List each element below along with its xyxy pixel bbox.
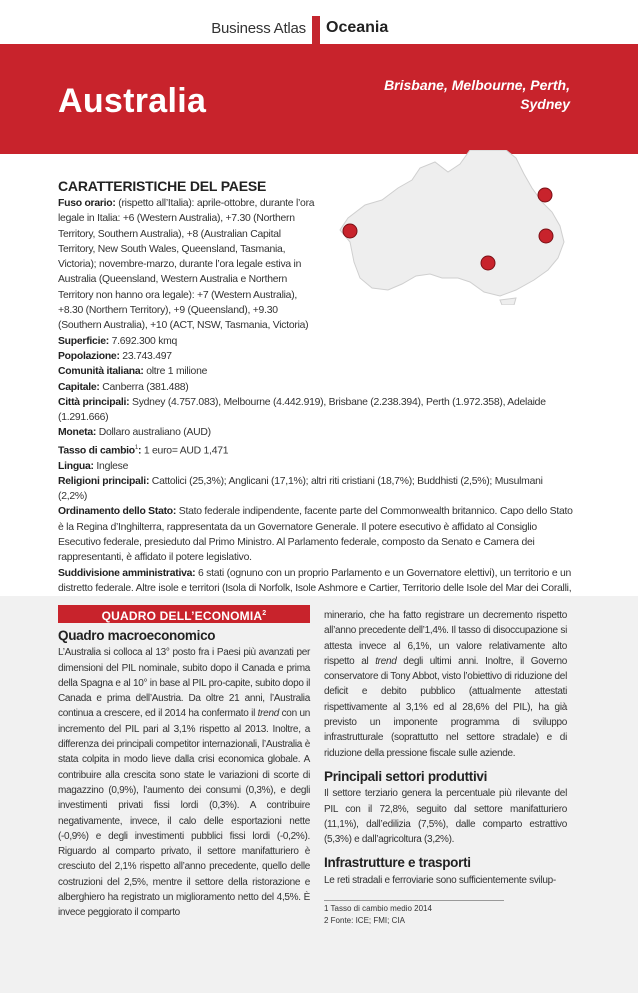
fact-religioni — [58, 474, 573, 505]
fact-value: 1 euro= AUD 1,471 — [141, 445, 229, 457]
country-facts — [58, 196, 573, 611]
header-separator — [312, 16, 320, 44]
text-run: minerario, che ha fatto registrare un decremento rispetto all’anno precedente dell’1,4%. Il tasso di disoccupazione si attesta invece al 6,1%, un valore relativamente alto rispetto al — [324, 610, 567, 667]
fact-label: Moneta: — [58, 427, 97, 439]
fact-colon: : — [138, 445, 142, 457]
fact-label: Città principali: — [58, 396, 130, 408]
fact-label: Suddivisione amministrativa: — [58, 567, 196, 579]
footnote-2: 2 Fonte: ICE; FMI; CIA — [324, 916, 405, 925]
fact-cambio — [58, 441, 573, 459]
fact-value: 6 stati (ognuno con un proprio Parlamento e un Governatore elettivi), un territorio e un distretto federale. Altre isole e territori (Isola di Norfolk, Isole Ashmore e Cartier, Territorio delle Isole del Mar dei Coralli, — [58, 567, 572, 594]
footnotes — [324, 900, 504, 927]
economy-column-left — [58, 628, 310, 921]
fact-lingua — [58, 459, 573, 474]
fact-label: Religioni principali: — [58, 475, 150, 487]
fact-fuso — [58, 196, 318, 334]
macro-heading: Quadro macroeconomico — [58, 628, 216, 643]
fact-superficie — [58, 334, 573, 349]
header-publication: Business Atlas — [211, 20, 306, 37]
text-run: con un incremento del PIL pari al 3,1% rispetto al 2013. Inoltre, a differenza dei principali competitor internazionali, l’Australia è stata colpita in modo lieve dalla crisi economica globale. A contribuire alla crescita sono state le variazioni di scorte di magazzino (0,9%), l’aumento dei consumi (0,3%), e degli investimenti privati fissi lordi (0,3%). A contribuire negativamente, invece, il calo delle esportazioni nette (-0,9%) e degli investimenti pubblici fissi lordi (-0,2%). Riguardo al comparto privato, il settore manifatturiero è cresciuto del 2,1% rispetto all’anno precedente, quello delle costruzioni del 2,5%, mentre il settore della ristorazione e alberghiero ha registrato un miglioramento netto del 4,5%. È invece peggiorato il comparto — [58, 708, 310, 919]
fact-value: Canberra (381.488) — [99, 381, 189, 393]
footnote-1: 1 Tasso di cambio medio 2014 — [324, 904, 432, 913]
section-title: CARATTERISTICHE DEL PAESE — [58, 178, 267, 194]
economy-column-right — [324, 608, 567, 888]
fact-value: Sydney (4.757.083), Melbourne (4.442.919), Brisbane (2.238.394), Perth (1.972.358), Adelaide (1.291.666) — [58, 396, 546, 424]
fact-label: Ordinamento dello Stato: — [58, 506, 177, 518]
fact-popolazione — [58, 349, 573, 364]
infra-heading: Infrastrutture e trasporti — [324, 855, 471, 871]
fact-value: (rispetto all’Italia): aprile-ottobre, durante l’ora legale in Italia: +6 (Western Australia), +7.30 (Northern Territory, Southern Australia), +8 (Australian Capital Territory, New South Wales, Queensland, Tasmania, Victoria); novembre-marzo, durante l’ora legale estiva in Australia (Queensland, Western Australia e Northern Territory non hanno ora legale): +7 (Western Australia), +8.30 (Northern Territory), +9 (Queensland), +9.30 (Southern Australia), +10 (ACT, NSW, Tasmania, Victoria) — [58, 198, 315, 332]
macro-text — [58, 645, 310, 920]
settori-text: Il settore terziario genera la percentuale più rilevante del PIL con il 72,8%, seguito dal settore manifatturiero (11,1%), dall’edilizia (7,5%), dalle comparto estrattivo (5,3%) e dall’agricoltura (3,2%). — [324, 788, 567, 846]
fact-value: oltre 1 milione — [143, 366, 208, 378]
fact-label: Superficie: — [58, 335, 109, 347]
fact-moneta — [58, 425, 573, 440]
text-run: L’Australia si colloca al 13° posto fra i Paesi più avanzati per dimensioni del PIL nominale, subito dopo il Canada e prima della Spagna e al 10° in base al PIL pro-capite, subito dopo il Canada e prima dell’Austria. Da oltre 21 anni, l’Australia continua a crescere, ed il 2014 ha confermato il — [58, 647, 310, 720]
fact-comunita — [58, 364, 573, 379]
fact-label: Fuso orario: — [58, 198, 116, 209]
text-italic: trend — [257, 708, 279, 720]
fact-value: Inglese — [93, 460, 129, 472]
text-italic: trend — [375, 655, 397, 667]
fact-value: Dollaro australiano (AUD) — [96, 427, 211, 439]
settori-heading: Principali settori produttivi — [324, 768, 488, 784]
main-cities — [350, 76, 570, 114]
fact-label: Tasso di cambio — [58, 445, 135, 457]
economy-band — [58, 605, 310, 623]
fact-value: 7.692.300 kmq — [108, 335, 178, 347]
macro-text-continued — [324, 608, 567, 761]
fact-citta — [58, 395, 573, 426]
cities-line-2: Sydney — [520, 96, 570, 112]
fact-label: Popolazione: — [58, 350, 120, 362]
fact-label: Lingua: — [58, 460, 94, 472]
page-title: Australia — [58, 82, 207, 120]
fact-label: Comunità italiana: — [58, 366, 144, 378]
footnote-ref: 2 — [262, 610, 267, 617]
fact-value: Stato federale indipendente, facente parte del Commonwealth britannico. Capo dello Stato è la Regina d’Inghilterra, rappresentata da un Governatore Generale. Il potere esecutivo è affidato al Consiglio Esecutivo federale, presieduto dal Primo Ministro. Al Parlamento federale, composto da Senato e Camera dei rappresentanti, è affidato il potere legislativo. — [58, 506, 573, 564]
footnote-ref: 1 — [134, 444, 138, 451]
fact-capitale — [58, 380, 573, 395]
top-header — [0, 0, 638, 48]
text-run: degli ultimi anni. Inoltre, il Governo conservatore di Tony Abbot, visto l’obiettivo di riduzione del deficit e debito pubblico (attualmente attestati rispettivamente al 3,1% ed al 28,6% del PIL), ha già previsto un imponente programma di sviluppo infrastrutturale (soprattutto nel settore stradale) e di riduzione della pressione fiscale sulle aziende. — [324, 655, 567, 759]
fact-label: Capitale: — [58, 381, 100, 393]
economy-band-title: QUADRO DELL’ECONOMIA — [101, 609, 263, 623]
cities-line-1: Brisbane, Melbourne, Perth, — [384, 77, 570, 93]
fact-ordinamento — [58, 504, 573, 565]
header-region: Oceania — [326, 19, 389, 36]
infra-text: Le reti stradali e ferroviarie sono sufficientemente svilup- — [324, 874, 556, 886]
fact-value: Cattolici (25,3%); Anglicani (17,1%); altri riti cristiani (18,7%); Buddhisti (2,5%); Musulmani (2,2%) — [58, 475, 543, 503]
fact-value: 23.743.497 — [119, 350, 172, 362]
